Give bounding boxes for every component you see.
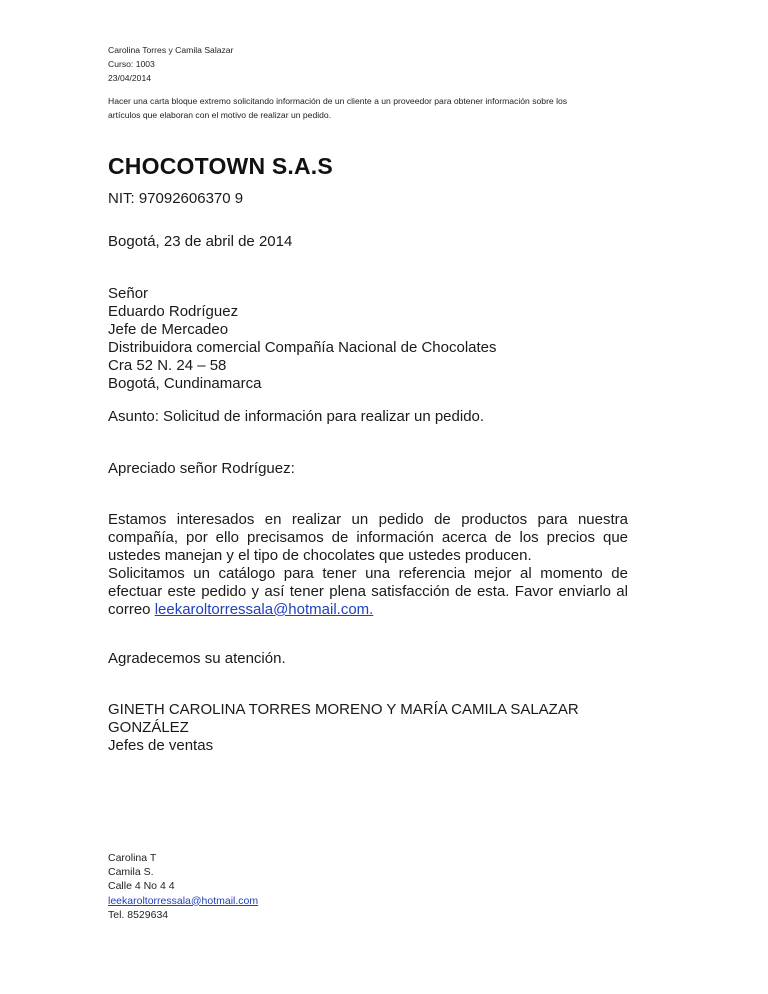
author-line: Carolina Torres y Camila Salazar — [108, 45, 234, 55]
greeting: Apreciado señor Rodríguez: — [108, 460, 295, 477]
letter-page — [108, 0, 628, 994]
date-line: 23/04/2014 — [108, 73, 152, 83]
signature-names: GINETH CAROLINA TORRES MORENO Y MARÍA CAMILA SALAZAR — [108, 701, 579, 718]
instruction-line: Hacer una carta bloque extremo solicitando información de un cliente a un proveedor para obtener información sobre los — [108, 96, 568, 106]
body-line: efectuar este pedido y así tener plena satisfacción de esta. Favor enviarlo al — [108, 583, 628, 600]
assignment-instruction — [108, 94, 628, 122]
footer-line: Carolina T — [108, 852, 157, 864]
recipient-address: Cra 52 N. 24 – 58 — [108, 357, 227, 374]
footer-line: Camila S. — [108, 866, 154, 879]
recipient-city: Bogotá, Cundinamarca — [108, 375, 262, 392]
company-nit: NIT: 97092606370 9 — [108, 190, 244, 207]
recipient-position: Jefe de Mercadeo — [108, 321, 229, 338]
closing: Agradecemos su atención. — [108, 650, 286, 667]
email-link[interactable]: leekaroltorressala@hotmail.com. — [154, 601, 374, 618]
body-line: ustedes manejan y el tipo de chocolates que ustedes producen. — [108, 547, 532, 564]
email-prefix: correo — [108, 601, 155, 618]
signature-names-cont: GONZÁLEZ — [108, 719, 189, 736]
body-line: Solicitamos un catálogo para tener una referencia mejor al momento de — [108, 565, 628, 582]
recipient-title: Señor — [108, 285, 149, 302]
recipient-company: Distribuidora comercial Compañía Nacional de Chocolates — [108, 339, 497, 356]
place-date: Bogotá, 23 de abril de 2014 — [108, 233, 293, 250]
assignment-header — [108, 43, 628, 85]
footer-email-link[interactable]: leekaroltorressala@hotmail.com — [108, 894, 259, 907]
body-line: Estamos interesados en realizar un pedido de productos para nuestra — [108, 511, 628, 528]
signature-block — [108, 701, 579, 755]
footer-phone: Tel. 8529634 — [108, 908, 169, 921]
recipient-name: Eduardo Rodríguez — [108, 303, 239, 320]
footer-address: Calle 4 No 4 4 — [108, 880, 175, 893]
recipient-block — [108, 285, 497, 393]
instruction-line: artículos que elaboran con el motivo de realizar un pedido. — [108, 110, 332, 120]
signature-role: Jefes de ventas — [108, 737, 214, 754]
body-line: compañía, por ello precisamos de información acerca de los precios que — [108, 529, 628, 546]
course-line: Curso: 1003 — [108, 59, 155, 69]
letter-body — [108, 511, 628, 619]
body-line-email — [108, 601, 628, 619]
footer — [108, 851, 258, 922]
subject-line: Asunto: Solicitud de información para realizar un pedido. — [108, 408, 485, 425]
company-name: CHOCOTOWN S.A.S — [108, 153, 333, 179]
